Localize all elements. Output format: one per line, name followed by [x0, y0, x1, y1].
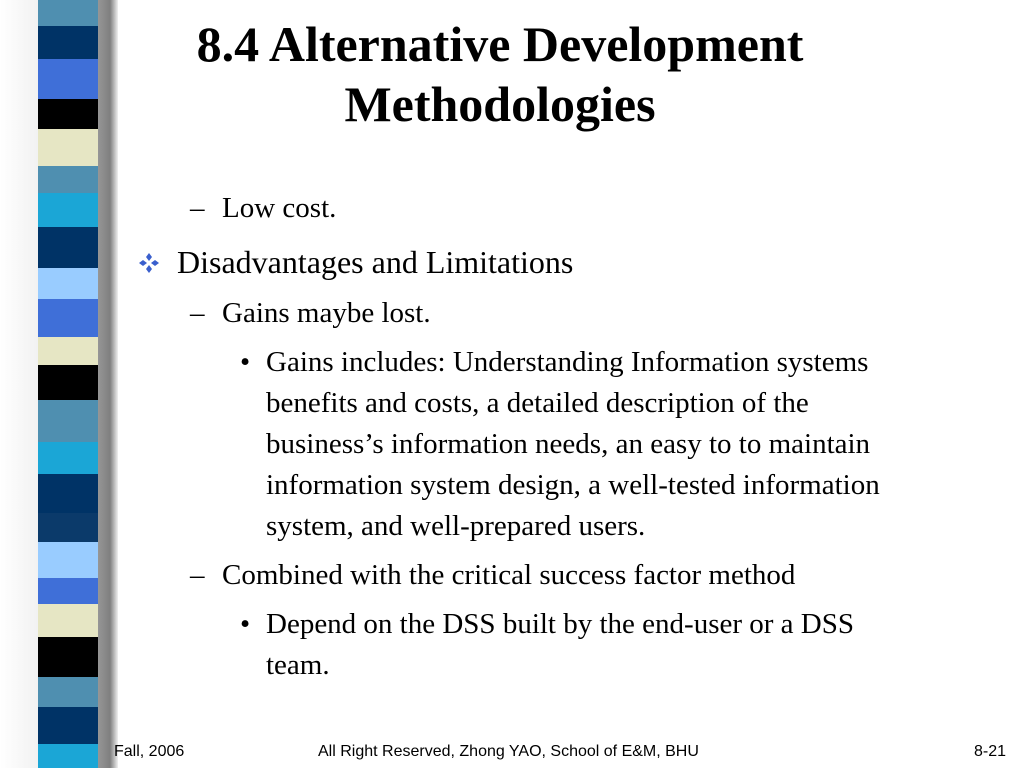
decorative-stripe	[38, 365, 98, 400]
item-low-cost: Low cost.	[222, 192, 337, 224]
decorative-stripe	[38, 707, 98, 744]
decorative-stripe	[38, 677, 98, 707]
decorative-stripe	[38, 193, 98, 227]
slide-title-line-1: 8.4 Alternative Development	[196, 16, 804, 72]
dash-bullet: –	[190, 192, 205, 224]
decorative-stripe	[38, 542, 98, 578]
decorative-stripe	[38, 59, 98, 99]
dot-bullet: •	[240, 346, 251, 378]
decorative-stripe	[38, 26, 98, 59]
decorative-stripe	[38, 268, 98, 299]
decorative-stripe	[38, 744, 98, 768]
decorative-stripe	[38, 400, 98, 442]
dash-bullet: –	[190, 297, 205, 329]
gains-description	[266, 342, 1006, 547]
diamond-bullet-icon	[136, 250, 162, 276]
depend-line: Depend on the DSS built by the end-user or a DSS	[266, 608, 854, 640]
decorative-stripe	[38, 299, 98, 337]
gains-line: Gains includes: Understanding Information systems	[266, 346, 869, 378]
gains-line: business’s information needs, an easy to to maintain	[266, 428, 871, 460]
gains-line: system, and well-prepared users.	[266, 510, 646, 542]
decorative-stripe	[38, 337, 98, 365]
footer-left: Fall, 2006	[114, 743, 185, 760]
dot-bullet: •	[240, 608, 251, 640]
decorative-stripe	[38, 578, 98, 604]
decorative-stripe	[38, 0, 98, 26]
decorative-stripe	[38, 166, 98, 193]
gains-line: information system design, a well-tested information	[266, 469, 880, 501]
dash-bullet: –	[190, 559, 205, 591]
slide-title	[130, 14, 870, 134]
decorative-stripe	[38, 99, 98, 129]
heading-disadvantages: Disadvantages and Limitations	[177, 244, 574, 280]
depend-line: team.	[266, 649, 330, 681]
decorative-stripe	[38, 637, 98, 677]
item-combined-csf: Combined with the critical success factor method	[222, 559, 796, 591]
decorative-stripe	[38, 442, 98, 474]
item-gains-lost: Gains maybe lost.	[222, 297, 431, 329]
depend-description	[266, 604, 1006, 686]
decorative-stripe	[38, 513, 98, 542]
decorative-stripe	[38, 227, 98, 268]
decorative-stripe	[38, 604, 98, 637]
decorative-stripe	[38, 474, 98, 513]
decorative-stripe-bar	[0, 0, 118, 768]
gains-line: benefits and costs, a detailed description of the	[266, 387, 809, 419]
footer-center: All Right Reserved, Zhong YAO, School of E&M, BHU	[318, 743, 699, 760]
decorative-stripe	[38, 129, 98, 166]
footer-page-number: 8-21	[974, 743, 1007, 760]
decorative-stripes	[38, 0, 98, 768]
slide-title-line-2: Methodologies	[344, 76, 656, 132]
